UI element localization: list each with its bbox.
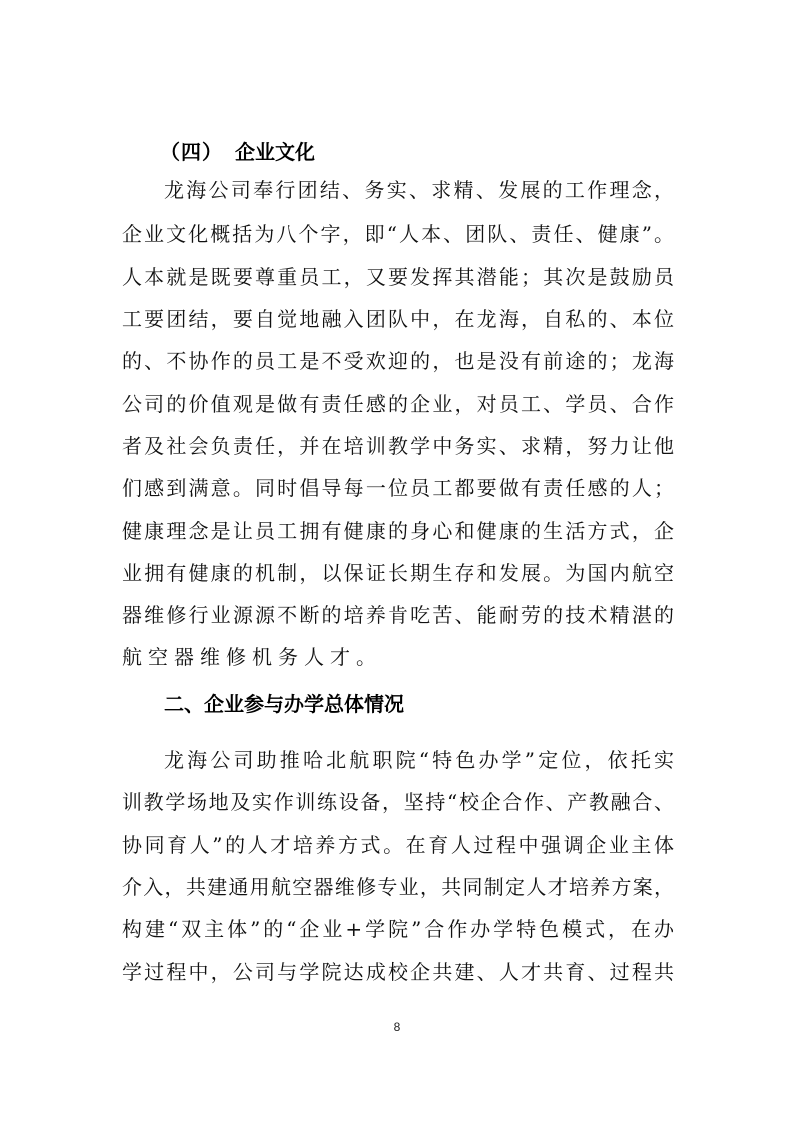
paragraph-line: 学过程中，公司与学院达成校企共建、人才共育、过程共 [122,960,674,984]
section-heading-corporate-culture [160,140,315,164]
section-number: （四） [160,140,223,164]
paragraph-line: 者及社会负责任，并在培训教学中务实、求精，努力让他 [122,434,674,458]
paragraph-line: 们感到满意。同时倡导每一位员工都要做有责任感的人； [122,476,674,500]
paragraph-line: 龙海公司助推哈北航职院“特色办学”定位，依托实 [164,748,674,772]
section-title: 企业文化 [235,140,315,164]
paragraph-line: 工要团结，要自觉地融入团队中，在龙海，自私的、本位 [122,307,674,331]
paragraph-line: 训教学场地及实作训练设备，坚持“校企合作、产教融合、 [122,790,674,814]
paragraph-line: 业拥有健康的机制，以保证长期生存和发展。为国内航空 [122,561,674,585]
paragraph-line: 协同育人”的人才培养方式。在育人过程中强调企业主体 [122,833,674,857]
paragraph-line: 的、不协作的员工是不受欢迎的，也是没有前途的；龙海 [122,349,674,373]
page-number: 8 [393,1020,401,1034]
paragraph-line: 公司的价值观是做有责任感的企业，对员工、学员、合作 [122,392,674,416]
paragraph-line: 企业文化概括为八个字，即“人本、团队、责任、健康”。 [122,222,674,246]
paragraph-line: 健康理念是让员工拥有健康的身心和健康的生活方式，企 [122,519,674,543]
paragraph-line: 构建“双主体”的“企业+学院”合作办学特色模式，在办 [122,917,674,941]
section-heading-overview: 二、企业参与办学总体情况 [164,692,404,716]
paragraph-line: 人本就是既要尊重员工，又要发挥其潜能；其次是鼓励员 [122,265,674,289]
paragraph-line: 龙海公司奉行团结、务实、求精、发展的工作理念， [164,178,674,202]
paragraph-line: 航空器维修机务人才。 [122,645,382,669]
paragraph-line: 介入，共建通用航空器维修专业，共同制定人才培养方案， [122,875,674,899]
paragraph-line: 器维修行业源源不断的培养肯吃苦、能耐劳的技术精湛的 [122,603,674,627]
